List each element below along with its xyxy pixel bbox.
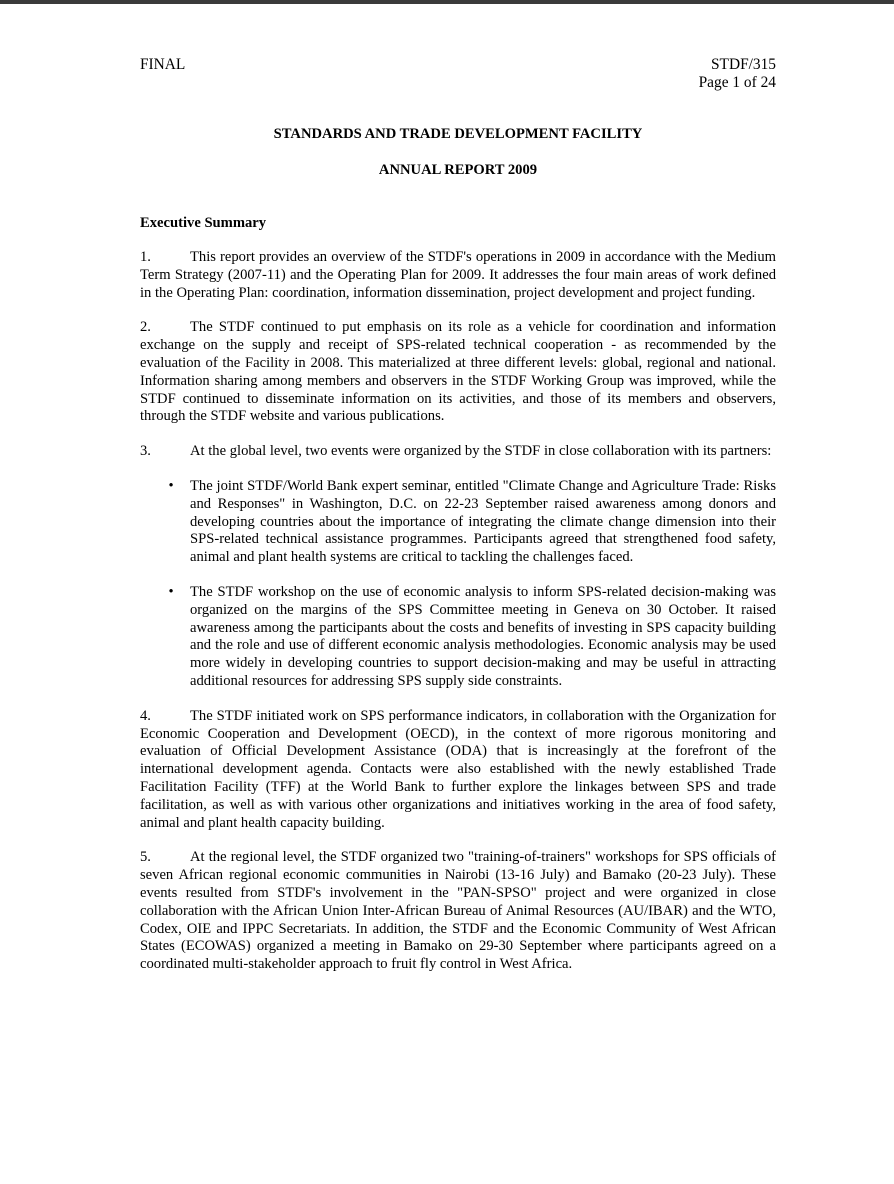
section-heading: Executive Summary: [140, 215, 267, 231]
header-reference: [699, 56, 776, 92]
paragraph-number: 2.: [140, 319, 151, 336]
paragraph-3: [140, 443, 776, 461]
paragraph-1: [140, 249, 776, 302]
paragraph-number: 4.: [140, 707, 151, 724]
paragraph-number: 3.: [140, 443, 151, 460]
paragraph-text: At the regional level, the STDF organized two "training-of-trainers" workshops for SPS officials of seven African regional economic communities in Nairobi (13-16 July) and Bamako (20-23 July). These events resulted from STDF's involvement in the "PAN-SPSO" project and were organized in close collaboration with the African Union Inter-African Bureau of Animal Resources (AU/IBAR) and the WTO, Codex, OIE and IPPC Secretariats. In addition, the STDF and the Economic Community of West African States (ECOWAS) organized a meeting in Bamako on 29-30 September where participants agreed on a coordinated multi-stakeholder approach to fruit fly control in West Africa.: [140, 849, 776, 973]
paragraph-5: [140, 849, 776, 974]
paragraph-4: [140, 708, 776, 833]
paragraph-text: At the global level, two events were organized by the STDF in close collaboration with its partners:: [190, 443, 772, 460]
paragraph-2: [140, 319, 776, 426]
paragraph-text: This report provides an overview of the STDF's operations in 2009 in accordance with the Medium Term Strategy (2007-11) and the Operating Plan for 2009. It addresses the four main areas of work defined in the Operating Plan: coordination, information dissemination, project development and project funding.: [140, 249, 776, 301]
document-subtitle: ANNUAL REPORT 2009: [378, 162, 538, 178]
viewer-top-border: [0, 0, 894, 4]
bullet-item: [168, 477, 776, 567]
document-title: STANDARDS AND TRADE DEVELOPMENT FACILITY: [273, 126, 643, 142]
paragraph-text: The STDF initiated work on SPS performance indicators, in collaboration with the Organization for Economic Cooperation and Development (OECD), in the context of more rigorous monitoring and evaluation of Official Development Assistance (ODA) that is increasingly at the forefront of the international development agenda. Contacts were also established with the newly established Trade Facilitation Facility (TFF) at the World Bank to further explore the linkages between SPS and trade facilitation, as well as with various other organizations and initiatives working in the area of food safety, animal and plant health capacity building.: [140, 707, 776, 831]
bullet-list: [140, 478, 776, 691]
bullet-icon: •: [168, 583, 174, 600]
paragraph-number: 1.: [140, 249, 151, 265]
header-status: FINAL: [140, 56, 186, 73]
document-page: [140, 56, 776, 974]
document-id: STDF/315: [711, 56, 776, 73]
page-header: [140, 56, 776, 92]
bullet-text: The joint STDF/World Bank expert seminar, entitled "Climate Change and Agriculture Trade: Risks and Responses" in Washington, D.C. on 22-23 September raised awareness among donors and developing countries about the importance of integrating the climate change dimension into their SPS-related technical assistance programmes. Participants agreed that strengthened food safety, animal and plant health systems are critical to tackling the challenges faced.: [190, 477, 776, 566]
paragraph-text: The STDF continued to put emphasis on its role as a vehicle for coordination and information exchange on the supply and receipt of SPS-related technical cooperation - as recommended by the evaluation of the Facility in 2008. This materialized at three different levels: global, regional and national. Information sharing among members and observers in the STDF Working Group was improved, while the STDF continued to disseminate information on its activities, and those of its members and observers, through the STDF website and various publications.: [140, 319, 776, 425]
bullet-icon: •: [168, 477, 174, 494]
paragraph-number: 5.: [140, 849, 151, 866]
bullet-item: [168, 583, 776, 691]
page-number: Page 1 of 24: [698, 74, 776, 91]
bullet-text: The STDF workshop on the use of economic analysis to inform SPS-related decision-making was organized on the margins of the SPS Committee meeting in Geneva on 30 October. It raised awareness among the participants about the costs and benefits of investing in SPS capacity building and the role and use of different economic analysis methodologies. Economic analysis may be used more widely in developing countries to support decision-making and may be useful in attracting additional resources for addressing SPS supply side constraints.: [190, 583, 776, 689]
